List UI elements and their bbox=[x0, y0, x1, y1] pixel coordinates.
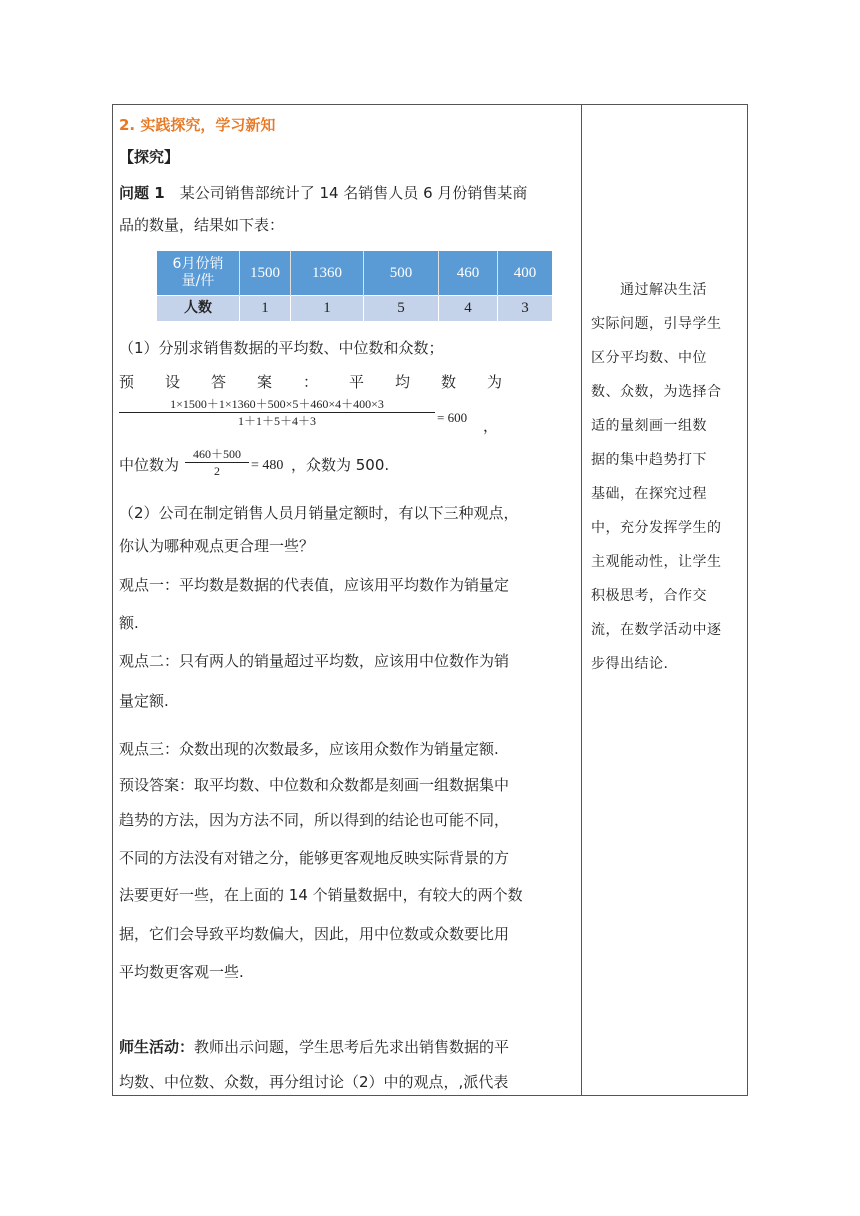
side-note-line: 主观能动性，让学生 bbox=[591, 554, 722, 570]
table-cell: 1500 bbox=[240, 251, 291, 296]
mean-comma: ， bbox=[483, 417, 499, 435]
table-count-label: 人数 bbox=[157, 296, 240, 322]
activity-line-2: 均数、中位数、众数，再分组讨论（2）中的观点，,派代表 bbox=[119, 1073, 509, 1091]
table-cell: 500 bbox=[364, 251, 439, 296]
question-2-line-1: （2）公司在制定销售人员月销量定额时，有以下三种观点， bbox=[119, 504, 519, 522]
answer-1-lead: 预设答案：平均数为 bbox=[119, 373, 534, 391]
answer-2-line: 平均数更客观一些. bbox=[119, 963, 244, 981]
side-note-line: 数、众数，为选择合 bbox=[591, 384, 722, 400]
answer-2-line: 法要更好一些，在上面的 14 个销量数据中，有较大的两个数 bbox=[119, 886, 523, 904]
side-note-line: 据的集中趋势打下 bbox=[591, 452, 707, 468]
sales-table bbox=[157, 251, 552, 321]
table-count-row bbox=[157, 296, 552, 322]
table-header-label bbox=[157, 251, 240, 296]
problem-text-1: 某公司销售部统计了 14 名销售人员 6 月份销售某商 bbox=[179, 184, 528, 202]
problem-line-2: 品的数量，结果如下表： bbox=[119, 216, 285, 234]
answer-2-line: 预设答案：取平均数、中位数和众数都是刻画一组数据集中 bbox=[119, 776, 510, 794]
median-fraction bbox=[185, 446, 249, 479]
mean-numerator: 1×1500＋1×1360＋500×5＋460×4＋400×3 bbox=[170, 397, 384, 411]
view-1-line-2: 额. bbox=[119, 614, 139, 632]
mean-fraction bbox=[119, 396, 435, 429]
mean-result: = 600 bbox=[437, 410, 468, 425]
question-2-line-2: 你认为哪种观点更合理一些？ bbox=[119, 537, 315, 555]
activity-label: 师生活动： bbox=[119, 1038, 195, 1056]
side-note-line: 区分平均数、中位 bbox=[591, 350, 707, 366]
table-cell: 4 bbox=[439, 296, 498, 322]
problem-label: 问题 1 bbox=[119, 184, 165, 202]
mean-denominator: 1＋1＋5＋4＋3 bbox=[237, 414, 316, 428]
section-title: 2. 实践探究，学习新知 bbox=[119, 116, 276, 134]
problem-line-1 bbox=[119, 182, 527, 204]
table-cell: 1 bbox=[291, 296, 364, 322]
side-note-line: 通过解决生活 bbox=[591, 282, 707, 298]
median-denominator: 2 bbox=[214, 464, 220, 478]
explore-label: 【探究】 bbox=[119, 148, 180, 166]
median-lead: 中位数为 bbox=[119, 456, 180, 474]
side-note-line: 中，充分发挥学生的 bbox=[591, 520, 722, 536]
side-note-line: 实际问题，引导学生 bbox=[591, 316, 722, 332]
view-1-line-1: 观点一：平均数是数据的代表值，应该用平均数作为销量定 bbox=[119, 576, 510, 594]
view-3: 观点三：众数出现的次数最多，应该用众数作为销量定额. bbox=[119, 740, 499, 758]
median-result: = 480 bbox=[251, 458, 284, 473]
table-cell: 1360 bbox=[291, 251, 364, 296]
table-cell: 5 bbox=[364, 296, 439, 322]
question-1: （1）分别求销售数据的平均数、中位数和众数； bbox=[119, 339, 444, 357]
median-numerator: 460＋500 bbox=[192, 447, 241, 461]
lesson-table bbox=[112, 104, 748, 1096]
side-note-line: 基础，在探究过程 bbox=[591, 486, 707, 502]
table-cell: 3 bbox=[498, 296, 553, 322]
activity-line-1 bbox=[119, 1036, 509, 1058]
table-header-label-line1: 6月份销 bbox=[172, 256, 224, 272]
view-2-line-2: 量定额. bbox=[119, 692, 169, 710]
view-2-line-1: 观点二：只有两人的销量超过平均数，应该用中位数作为销 bbox=[119, 652, 510, 670]
side-note-line: 步得出结论. bbox=[591, 656, 669, 672]
answer-2-line: 趋势的方法，因为方法不同，所以得到的结论也可能不同， bbox=[119, 811, 510, 829]
table-header-label-line2: 量/件 bbox=[181, 273, 215, 289]
answer-2-line: 据，它们会导致平均数偏大，因此，用中位数或众数要比用 bbox=[119, 925, 510, 943]
answer-2-line: 不同的方法没有对错之分，能够更客观地反映实际背景的方 bbox=[119, 849, 510, 867]
column-divider bbox=[581, 105, 582, 1095]
table-cell: 1 bbox=[240, 296, 291, 322]
side-note-line: 流，在数学活动中逐 bbox=[591, 622, 722, 638]
table-cell: 460 bbox=[439, 251, 498, 296]
side-note-line: 积极思考，合作交 bbox=[591, 588, 707, 604]
side-note-line: 适的量刻画一组数 bbox=[591, 418, 707, 434]
activity-text-1: 教师出示问题，学生思考后先求出销售数据的平 bbox=[194, 1038, 510, 1056]
table-cell: 400 bbox=[498, 251, 553, 296]
table-header-row bbox=[157, 251, 552, 296]
mode-text: ，众数为 500. bbox=[291, 456, 390, 474]
